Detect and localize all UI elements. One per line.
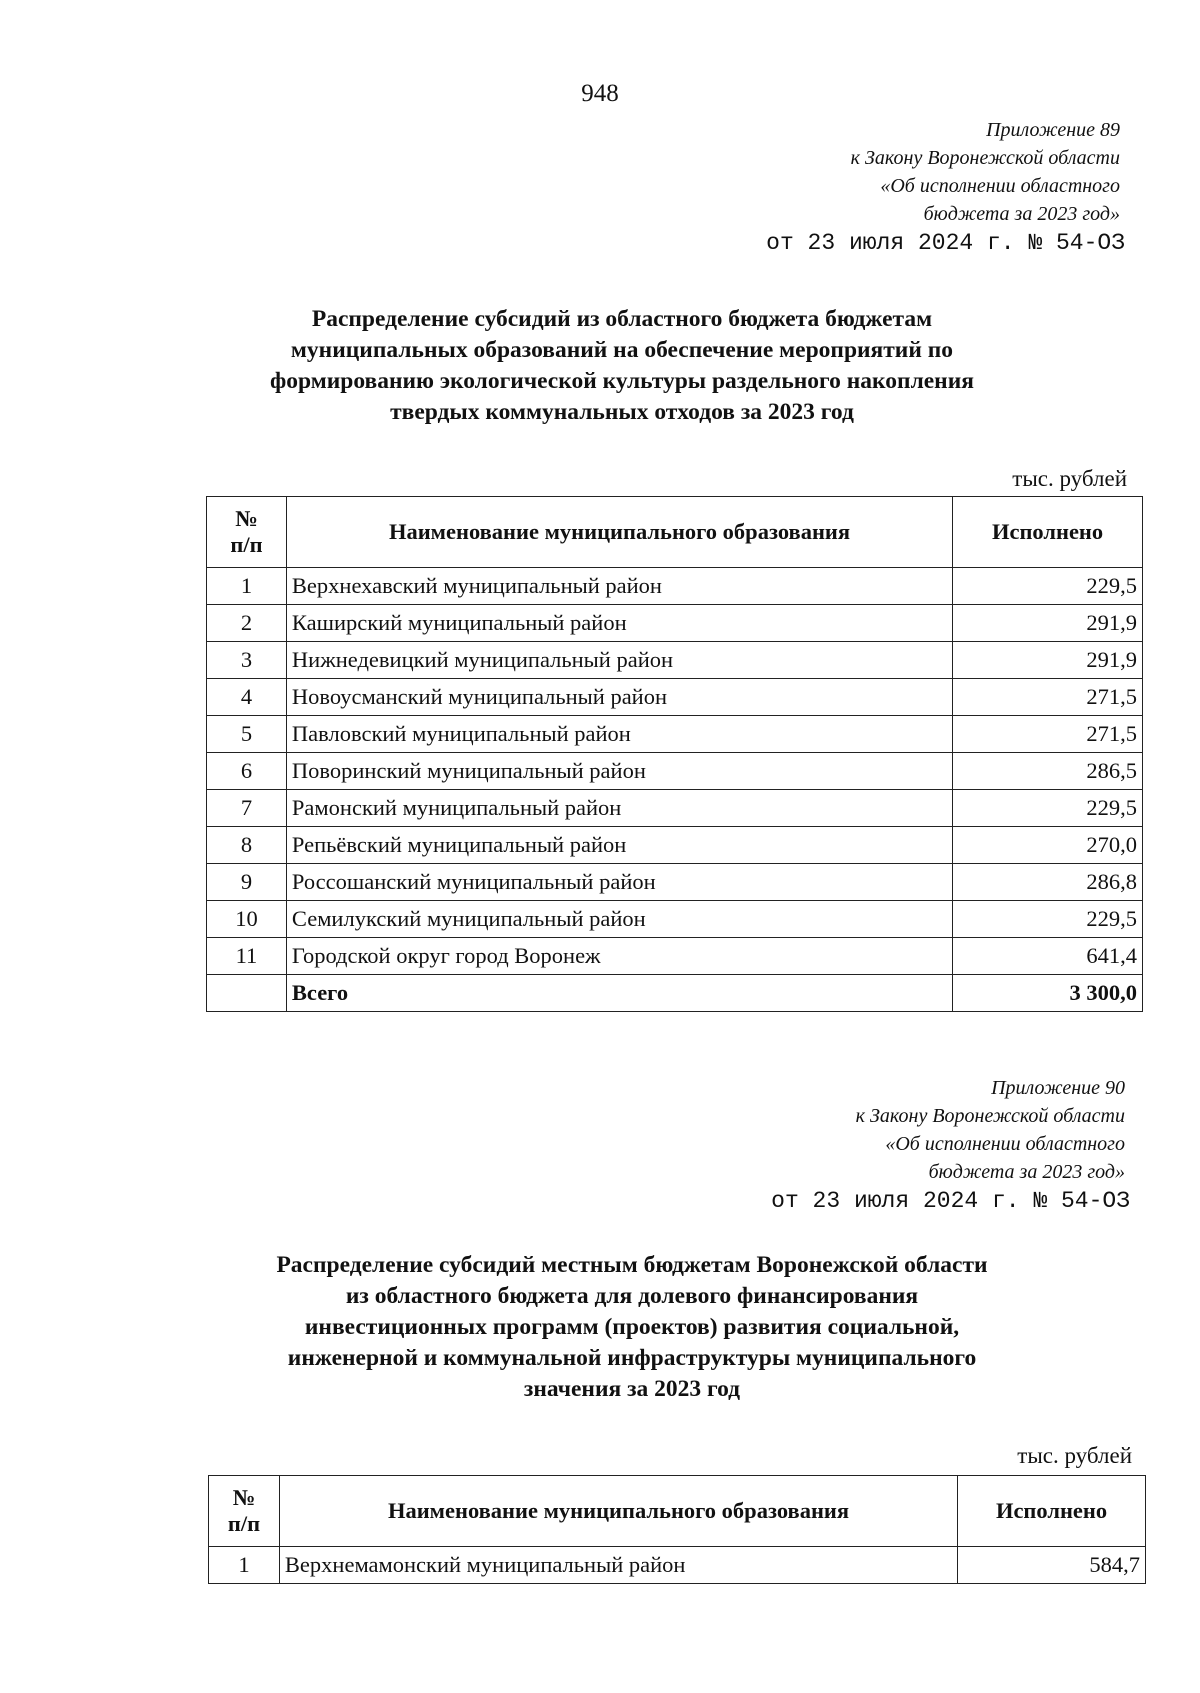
row-name: Верхнехавский муниципальный район — [286, 568, 952, 605]
row-name: Поворинский муниципальный район — [286, 753, 952, 790]
row-num: 8 — [207, 827, 287, 864]
row-value: 271,5 — [953, 716, 1143, 753]
table-row — [207, 790, 1143, 827]
appendix-90-line-2: к Закону Воронежской области — [855, 1105, 1125, 1127]
row-num: 5 — [207, 716, 287, 753]
appendix-89-stamp: от 23 июля 2024 г. № 54-ОЗ — [766, 230, 1125, 256]
table-row — [207, 901, 1143, 938]
row-num: 10 — [207, 901, 287, 938]
row-num: 1 — [207, 568, 287, 605]
row-name: Репьёвский муниципальный район — [286, 827, 952, 864]
table-row — [207, 679, 1143, 716]
row-name: Рамонский муниципальный район — [286, 790, 952, 827]
total-value: 3 300,0 — [953, 975, 1143, 1012]
row-name: Каширский муниципальный район — [286, 605, 952, 642]
table-row — [207, 642, 1143, 679]
appendix-90-line-4: бюджета за 2023 год» — [928, 1161, 1125, 1183]
row-num: 6 — [207, 753, 287, 790]
table-row — [207, 716, 1143, 753]
header-num: № п/п — [209, 1476, 280, 1547]
title-89-line-2: муниципальных образований на обеспечение мероприятий по — [290, 337, 954, 363]
page-number: 948 — [581, 80, 619, 107]
row-name: Городской округ город Воронеж — [286, 938, 952, 975]
title-appendix-89 — [142, 304, 1102, 428]
title-89-line-4: твердых коммунальных отходов за 2023 год — [390, 399, 854, 425]
title-89-line-1: Распределение субсидий из областного бюджета бюджетам — [311, 306, 933, 332]
row-value: 229,5 — [953, 790, 1143, 827]
row-value: 286,5 — [953, 753, 1143, 790]
row-value: 229,5 — [953, 901, 1143, 938]
total-num-empty — [207, 975, 287, 1012]
row-value: 229,5 — [953, 568, 1143, 605]
appendix-89-line-2: к Закону Воронежской области — [850, 147, 1120, 169]
appendix-90-header — [0, 1074, 1130, 1216]
table-row — [207, 864, 1143, 901]
table-row — [207, 938, 1143, 975]
appendix-89-line-1: Приложение 89 — [986, 119, 1120, 141]
row-value: 641,4 — [953, 938, 1143, 975]
title-90-line-4: инженерной и коммунальной инфраструктуры муниципального — [287, 1345, 977, 1371]
title-90-line-1: Распределение субсидий местным бюджетам Воронежской области — [276, 1252, 988, 1278]
table-row — [207, 605, 1143, 642]
row-name: Россошанский муниципальный район — [286, 864, 952, 901]
row-name: Павловский муниципальный район — [286, 716, 952, 753]
header-num: № п/п — [207, 497, 287, 568]
row-value: 271,5 — [953, 679, 1143, 716]
appendix-89-line-3: «Об исполнении областного — [880, 175, 1120, 197]
table-appendix-89 — [206, 496, 1143, 1012]
row-value: 291,9 — [953, 605, 1143, 642]
row-name: Верхнемамонский муниципальный район — [279, 1547, 957, 1584]
appendix-89-header — [0, 116, 1125, 258]
header-value: Исполнено — [958, 1476, 1146, 1547]
header-name: Наименование муниципального образования — [286, 497, 952, 568]
units-label-89: тыс. рублей — [1012, 466, 1127, 491]
row-value: 270,0 — [953, 827, 1143, 864]
row-name: Семилукский муниципальный район — [286, 901, 952, 938]
total-label: Всего — [286, 975, 952, 1012]
table-row — [209, 1547, 1146, 1584]
table-row — [207, 753, 1143, 790]
table-total-row — [207, 975, 1143, 1012]
row-num: 2 — [207, 605, 287, 642]
title-90-line-3: инвестиционных программ (проектов) развития социальной, — [304, 1314, 960, 1340]
row-name: Нижнедевицкий муниципальный район — [286, 642, 952, 679]
table-90-header-row — [209, 1476, 1146, 1547]
title-90-line-5: значения за 2023 год — [523, 1376, 741, 1402]
row-value: 584,7 — [958, 1547, 1146, 1584]
row-value: 291,9 — [953, 642, 1143, 679]
row-value: 286,8 — [953, 864, 1143, 901]
units-label-90: тыс. рублей — [1017, 1443, 1132, 1468]
row-num: 7 — [207, 790, 287, 827]
table-row — [207, 568, 1143, 605]
header-name: Наименование муниципального образования — [279, 1476, 957, 1547]
appendix-89-line-4: бюджета за 2023 год» — [923, 203, 1120, 225]
appendix-90-line-3: «Об исполнении областного — [885, 1133, 1125, 1155]
table-89-header-row — [207, 497, 1143, 568]
table-appendix-90 — [208, 1475, 1146, 1584]
row-num: 11 — [207, 938, 287, 975]
appendix-90-line-1: Приложение 90 — [991, 1077, 1125, 1099]
title-89-line-3: формированию экологической культуры раздельного накопления — [270, 368, 974, 394]
row-num: 3 — [207, 642, 287, 679]
row-num: 9 — [207, 864, 287, 901]
row-name: Новоусманский муниципальный район — [286, 679, 952, 716]
row-num: 1 — [209, 1547, 280, 1584]
table-row — [207, 827, 1143, 864]
row-num: 4 — [207, 679, 287, 716]
title-90-line-2: из областного бюджета для долевого финансирования — [345, 1283, 919, 1309]
header-value: Исполнено — [953, 497, 1143, 568]
appendix-90-stamp: от 23 июля 2024 г. № 54-ОЗ — [771, 1188, 1130, 1214]
title-appendix-90 — [192, 1250, 1072, 1405]
